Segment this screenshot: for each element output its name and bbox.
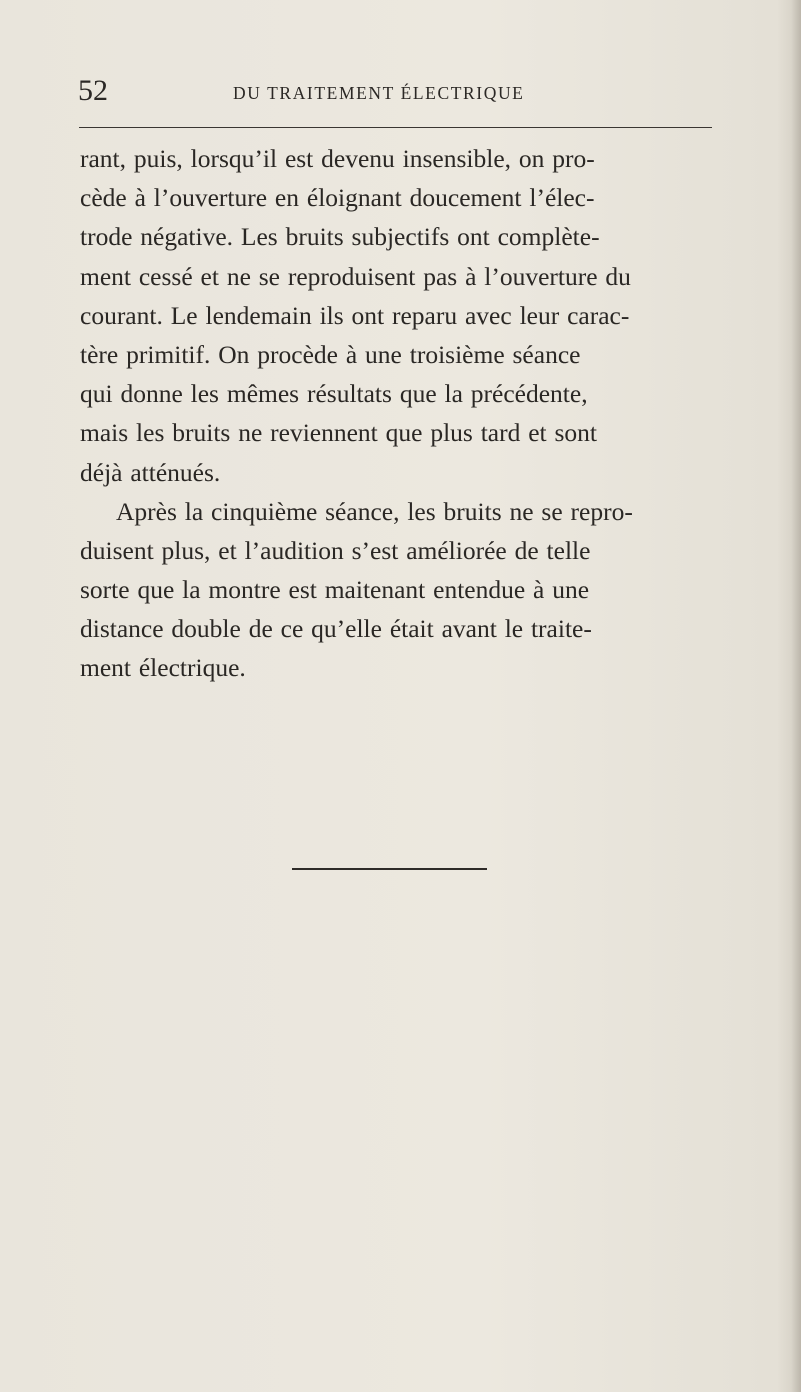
text-line: duisent plus, et l’audition s’est améliorée de telle [80, 535, 591, 565]
page-header [78, 76, 710, 116]
text-line: mais les bruits ne reviennent que plus tard et sont [80, 418, 598, 448]
header-rule [79, 127, 712, 128]
running-title: DU TRAITEMENT ÉLECTRIQUE [233, 83, 525, 103]
text-line: qui donne les mêmes résultats que la précédente, [80, 379, 588, 409]
body-text [80, 139, 720, 688]
page-number: 52 [78, 74, 108, 107]
text-line: cède à l’ouverture en éloignant doucement l’élec- [80, 183, 595, 213]
section-end-rule [292, 868, 487, 870]
text-line: rant, puis, lorsqu’il est devenu insensible, on pro- [80, 144, 595, 173]
text-line: distance double de ce qu’elle était avant le traite- [80, 614, 592, 644]
text-line: ment cessé et ne se reproduisent pas à l’ouverture du [80, 261, 631, 291]
paragraph-start-line: Après la cinquième séance, les bruits ne se repro- [116, 496, 633, 526]
text-line: déjà atténués. [80, 457, 221, 487]
text-line: ment électrique. [80, 653, 246, 683]
text-line: courant. Le lendemain ils ont reparu avec leur carac- [80, 300, 630, 330]
text-line: tère primitif. On procède à une troisième séance [80, 339, 581, 369]
text-line: sorte que la montre est maitenant entendue à une [80, 575, 590, 605]
text-line: trode négative. Les bruits subjectifs ont complète- [80, 222, 600, 252]
page-edge-shadow [791, 0, 801, 1392]
